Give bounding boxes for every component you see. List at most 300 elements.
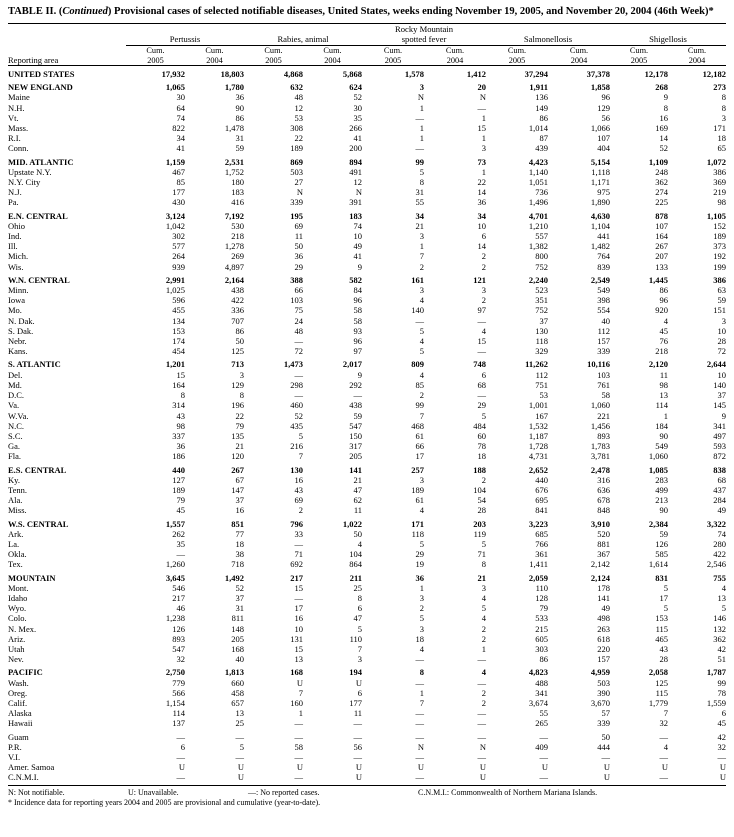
row-value: — <box>477 390 486 401</box>
row-value: 153 <box>655 613 668 624</box>
row-value: 98 <box>717 197 726 208</box>
row-value: 341 <box>713 420 726 431</box>
row-value: 27 <box>294 177 303 188</box>
row-value: 79 <box>235 420 244 431</box>
row-area-label: Wash. <box>8 677 29 688</box>
row-value: — <box>717 752 726 762</box>
row-value: 58 <box>353 315 362 326</box>
row-value: 28 <box>659 654 668 665</box>
row-value: 4,423 <box>528 156 548 167</box>
row-area-label: Ark. <box>8 528 24 539</box>
row-value: 503 <box>290 166 303 177</box>
row-value: 2 <box>419 603 424 614</box>
row-value: 79 <box>539 603 548 614</box>
row-value: 22 <box>294 133 303 144</box>
row-value: 57 <box>601 708 610 719</box>
row-value: 593 <box>713 441 726 452</box>
row-value: 1 <box>481 133 486 144</box>
row-value: 2,384 <box>648 518 668 529</box>
row-value: 596 <box>172 295 185 306</box>
row-area-label: Upstate N.Y. <box>8 166 52 177</box>
row-value: 86 <box>235 112 244 123</box>
row-value: 69 <box>294 495 303 506</box>
row-value: 5 <box>357 623 362 634</box>
row-value: 4 <box>357 538 362 549</box>
row-value: 11 <box>353 505 362 516</box>
row-value: 71 <box>294 549 303 560</box>
row-value: N <box>417 741 424 752</box>
row-value: 3 <box>419 623 424 634</box>
row-value: 118 <box>535 336 548 347</box>
row-value: 5,868 <box>342 69 362 79</box>
row-value: 115 <box>655 623 668 634</box>
row-value: 848 <box>597 505 610 516</box>
col-head-pertussis-2005: Cum. 2005 <box>126 46 185 65</box>
row-area-label: V.I. <box>8 752 21 762</box>
row-value: 189 <box>411 484 424 495</box>
row-value: 164 <box>172 379 185 390</box>
row-value: 72 <box>717 346 726 357</box>
row-value: 5 <box>481 538 486 549</box>
row-value: 2,142 <box>590 559 610 570</box>
row-value: 103 <box>290 295 303 306</box>
row-value: 184 <box>655 420 668 431</box>
row-area-label: Okla. <box>8 549 27 560</box>
row-value: 194 <box>349 667 362 678</box>
row-area-label: Mass. <box>8 123 29 134</box>
row-value: U <box>237 772 244 783</box>
row-area-label: R.I. <box>8 133 21 144</box>
row-value: — <box>415 677 424 688</box>
row-value: 7 <box>298 687 303 698</box>
col-head-rabies-2004: Cum. 2004 <box>303 46 362 65</box>
row-value: U <box>479 762 486 773</box>
row-value: 585 <box>655 549 668 560</box>
row-value: 3 <box>419 231 424 242</box>
row-value: 146 <box>713 613 726 624</box>
row-value: 218 <box>655 346 668 357</box>
row-value: 161 <box>411 274 424 285</box>
row-area-label: N. Dak. <box>8 315 35 326</box>
table-row <box>8 177 726 187</box>
row-value: 273 <box>713 82 726 93</box>
row-value: 3 <box>419 474 424 485</box>
table-row <box>8 742 726 752</box>
row-value: 409 <box>535 741 548 752</box>
row-value: — <box>353 390 362 401</box>
row-value: 207 <box>655 251 668 262</box>
table-row <box>8 593 726 603</box>
table-row <box>8 356 726 369</box>
row-value: 262 <box>172 528 185 539</box>
row-value: 4 <box>419 643 424 654</box>
row-value: 404 <box>597 143 610 154</box>
footnote-asterisk: * Incidence data for reporting years 2004 and 2005 are provisional and cumulative (year-to-date). <box>8 797 321 807</box>
table-row <box>8 197 726 207</box>
row-value: 284 <box>713 495 726 506</box>
row-value: 128 <box>535 592 548 603</box>
group-head-rocky-mountain-spotted-fever: Rocky Mountain spotted fever <box>362 25 486 46</box>
row-value: 6 <box>481 369 486 380</box>
row-value: 37 <box>235 592 244 603</box>
row-value: 1,201 <box>165 359 185 370</box>
row-area-label: Iowa <box>8 295 25 306</box>
row-value: 362 <box>713 633 726 644</box>
row-value: 14 <box>477 241 486 252</box>
row-value: 8 <box>481 559 486 570</box>
row-value: 16 <box>294 474 303 485</box>
row-value: 1,496 <box>528 197 548 208</box>
row-value: 97 <box>353 346 362 357</box>
row-value: 115 <box>655 687 668 698</box>
row-value: 49 <box>601 603 610 614</box>
row-value: 582 <box>349 274 362 285</box>
row-value: 3,322 <box>706 518 726 529</box>
col-head-reporting-area: Reporting area <box>8 46 126 65</box>
row-value: 36 <box>235 92 244 103</box>
table-row <box>8 251 726 261</box>
row-value: 280 <box>713 538 726 549</box>
row-value: 119 <box>473 528 486 539</box>
row-value: 1,412 <box>466 69 486 79</box>
row-value: 351 <box>535 295 548 306</box>
row-value: 893 <box>172 633 185 644</box>
table-row <box>8 654 726 664</box>
row-area-label: N.Y. City <box>8 177 41 188</box>
table-row <box>8 634 726 644</box>
row-value: 491 <box>349 166 362 177</box>
row-value: 18 <box>477 451 486 462</box>
row-value: 41 <box>353 133 362 144</box>
row-value: 11 <box>353 708 362 719</box>
row-value: 339 <box>597 718 610 729</box>
row-value: 37,378 <box>586 69 610 79</box>
row-value: U <box>541 762 548 773</box>
row-area-label: Hawaii <box>8 718 33 729</box>
row-value: U <box>719 762 726 773</box>
table-row <box>8 143 726 153</box>
row-value: U <box>603 772 610 783</box>
table-row <box>8 698 726 708</box>
col-head-rmsf-2005: Cum. 2005 <box>362 46 424 65</box>
row-value: 196 <box>231 400 244 411</box>
row-value: 3 <box>721 112 726 123</box>
row-value: 707 <box>231 315 244 326</box>
table-row <box>8 570 726 583</box>
row-value: 618 <box>597 633 610 644</box>
row-value: 13 <box>659 390 668 401</box>
row-value: 59 <box>717 295 726 306</box>
row-value: 1,787 <box>706 667 726 678</box>
row-value: — <box>176 752 185 762</box>
row-value: 167 <box>535 410 548 421</box>
row-area-label: La. <box>8 538 20 549</box>
row-value: 16 <box>235 505 244 516</box>
row-value: 1 <box>419 123 424 134</box>
col-head-salmonellosis-2004: Cum. 2004 <box>548 46 610 65</box>
row-value: 1,813 <box>224 667 244 678</box>
row-value: 751 <box>535 379 548 390</box>
row-value: 168 <box>231 643 244 654</box>
row-value: — <box>176 549 185 560</box>
row-value: 1,783 <box>590 441 610 452</box>
row-value: 147 <box>231 484 244 495</box>
table-row <box>8 529 726 539</box>
row-value: 68 <box>477 379 486 390</box>
row-value: 84 <box>353 285 362 296</box>
row-value: 130 <box>535 325 548 336</box>
footnote-n: N: Not notifiable. <box>8 787 65 797</box>
row-area-label: Wis. <box>8 261 24 272</box>
row-value: 4 <box>481 613 486 624</box>
row-value: 264 <box>172 251 185 262</box>
row-value: 3,223 <box>528 518 548 529</box>
row-value: 1,072 <box>706 156 726 167</box>
row-value: 440 <box>172 464 185 475</box>
row-value: 1 <box>419 687 424 698</box>
row-value: 1,210 <box>528 220 548 231</box>
footnote-cnmi: C.N.M.I.: Commonwealth of Northern Mariana Islands. <box>418 787 598 797</box>
row-value: 5 <box>298 430 303 441</box>
row-value: 337 <box>172 430 185 441</box>
row-value: 263 <box>597 623 610 634</box>
row-value: — <box>294 592 303 603</box>
row-value: 1,445 <box>648 274 668 285</box>
row-value: — <box>294 369 303 380</box>
row-value: 373 <box>713 241 726 252</box>
row-value: 549 <box>655 441 668 452</box>
row-value: 61 <box>415 495 424 506</box>
row-value: 21 <box>477 572 486 583</box>
row-value: 218 <box>231 231 244 242</box>
row-value: 439 <box>535 143 548 154</box>
row-value: 177 <box>172 187 185 198</box>
row-value: 692 <box>290 559 303 570</box>
row-value: 5 <box>419 346 424 357</box>
row-value: 257 <box>411 464 424 475</box>
row-value: 90 <box>235 102 244 113</box>
row-area-label: Ala. <box>8 495 23 506</box>
row-value: 4,959 <box>590 667 610 678</box>
row-value: 45 <box>659 325 668 336</box>
row-value: — <box>294 390 303 401</box>
row-value: 15 <box>176 369 185 380</box>
row-value: 31 <box>415 187 424 198</box>
row-value: 267 <box>231 464 244 475</box>
row-value: 546 <box>172 582 185 593</box>
row-value: 4 <box>721 582 726 593</box>
row-value: 3 <box>481 143 486 154</box>
table-title <box>8 6 726 19</box>
row-value: 203 <box>473 518 486 529</box>
row-area-label: Minn. <box>8 285 29 296</box>
row-value: 1,578 <box>404 69 424 79</box>
row-value: 713 <box>231 359 244 370</box>
row-area-label: Ky. <box>8 474 20 485</box>
row-value: 130 <box>290 464 303 475</box>
row-value: 530 <box>231 220 244 231</box>
row-value: 2 <box>481 697 486 708</box>
row-value: 171 <box>713 123 726 134</box>
row-value: 52 <box>659 143 668 154</box>
row-value: 3,910 <box>590 518 610 529</box>
row-value: — <box>477 346 486 357</box>
row-value: 48 <box>294 92 303 103</box>
row-value: 68 <box>717 474 726 485</box>
row-value: — <box>415 143 424 154</box>
row-value: 52 <box>353 92 362 103</box>
row-value: 3,674 <box>528 697 548 708</box>
row-value: — <box>477 752 486 762</box>
table-body <box>8 66 726 783</box>
row-value: 390 <box>597 687 610 698</box>
row-area-label: Ariz. <box>8 633 26 644</box>
row-value: 87 <box>539 133 548 144</box>
row-value: 47 <box>353 613 362 624</box>
row-value: 211 <box>349 572 362 583</box>
row-value: 430 <box>172 197 185 208</box>
row-value: 367 <box>597 549 610 560</box>
row-value: 2,059 <box>528 572 548 583</box>
row-value: 2 <box>419 261 424 272</box>
row-value: U <box>237 762 244 773</box>
row-value: 178 <box>597 582 610 593</box>
row-area-label: Mo. <box>8 305 22 316</box>
row-value: 3,781 <box>590 451 610 462</box>
row-value: 169 <box>655 123 668 134</box>
row-value: 12,178 <box>644 69 668 79</box>
row-value: 6 <box>357 687 362 698</box>
row-value: 160 <box>290 697 303 708</box>
row-value: 28 <box>717 336 726 347</box>
row-value: 112 <box>597 325 610 336</box>
row-value: 736 <box>535 187 548 198</box>
row-value: 17 <box>294 603 303 614</box>
row-area-label: W.S. CENTRAL <box>8 518 69 529</box>
row-value: 18 <box>415 633 424 644</box>
row-value: 1,411 <box>529 559 548 570</box>
row-value: 3,670 <box>590 697 610 708</box>
row-value: 1 <box>419 582 424 593</box>
row-area-label: S.C. <box>8 430 23 441</box>
row-value: 460 <box>290 400 303 411</box>
row-value: — <box>601 752 610 762</box>
row-value: 549 <box>597 285 610 296</box>
row-value: 1 <box>419 241 424 252</box>
row-value: 8 <box>419 667 424 678</box>
row-value: 329 <box>535 346 548 357</box>
row-value: 74 <box>717 528 726 539</box>
row-value: 16 <box>659 112 668 123</box>
row-value: 685 <box>535 528 548 539</box>
row-value: 13 <box>294 654 303 665</box>
row-value: 63 <box>717 285 726 296</box>
row-value: — <box>415 315 424 326</box>
row-value: 1 <box>481 166 486 177</box>
row-value: 1,382 <box>528 241 548 252</box>
row-value: 53 <box>294 112 303 123</box>
row-value: 4 <box>419 505 424 516</box>
row-value: 52 <box>294 410 303 421</box>
row-value: 74 <box>176 112 185 123</box>
row-value: 4 <box>419 295 424 306</box>
row-value: 3 <box>481 582 486 593</box>
row-value: 1,066 <box>590 123 610 134</box>
row-area-label: N.H. <box>8 102 25 113</box>
row-value: 811 <box>231 613 244 624</box>
table-row <box>8 241 726 251</box>
row-value: 21 <box>353 474 362 485</box>
table-row <box>8 79 726 92</box>
row-value: 314 <box>172 400 185 411</box>
row-value: 31 <box>235 603 244 614</box>
table-row <box>8 539 726 549</box>
row-value: 533 <box>535 613 548 624</box>
row-value: 50 <box>601 731 610 742</box>
row-value: 5 <box>481 410 486 421</box>
row-value: 2,644 <box>706 359 726 370</box>
footnotes <box>8 785 726 808</box>
row-value: 86 <box>659 285 668 296</box>
row-value: 64 <box>176 102 185 113</box>
table-row <box>8 380 726 390</box>
footnote-u: U: Unavailable. <box>128 787 179 797</box>
table-row <box>8 462 726 475</box>
row-value: 2,652 <box>528 464 548 475</box>
table-row <box>8 729 726 742</box>
row-value: 18 <box>717 133 726 144</box>
row-value: 274 <box>655 187 668 198</box>
row-value: 49 <box>717 505 726 516</box>
row-value: 441 <box>597 231 610 242</box>
row-value: 1,065 <box>165 82 185 93</box>
row-value: 4,823 <box>528 667 548 678</box>
row-value: — <box>176 731 185 742</box>
row-value: — <box>294 772 303 783</box>
row-value: 6 <box>180 741 185 752</box>
row-value: 221 <box>597 410 610 421</box>
row-value: 1,911 <box>529 82 548 93</box>
row-area-label: E.N. CENTRAL <box>8 210 68 221</box>
row-value: 752 <box>535 305 548 316</box>
row-value: 547 <box>172 643 185 654</box>
row-value: 42 <box>717 643 726 654</box>
row-value: 76 <box>659 336 668 347</box>
row-value: 99 <box>415 156 424 167</box>
row-value: 1,260 <box>165 559 185 570</box>
table-row <box>8 295 726 305</box>
row-value: 99 <box>717 677 726 688</box>
row-area-label: Nebr. <box>8 336 27 347</box>
table-row <box>8 431 726 441</box>
row-value: 40 <box>601 315 610 326</box>
row-value: 25 <box>235 718 244 729</box>
row-value: — <box>415 654 424 665</box>
row-value: 2,531 <box>224 156 244 167</box>
table-row <box>8 688 726 698</box>
row-value: 98 <box>176 420 185 431</box>
table-row <box>8 208 726 221</box>
row-value: 4,731 <box>528 451 548 462</box>
row-value: 50 <box>294 241 303 252</box>
row-value: 153 <box>172 325 185 336</box>
row-value: 1,104 <box>590 220 610 231</box>
row-value: 140 <box>713 379 726 390</box>
row-value: — <box>235 752 244 762</box>
table-row <box>8 411 726 421</box>
row-value: 45 <box>717 718 726 729</box>
row-value: 18,803 <box>220 69 244 79</box>
